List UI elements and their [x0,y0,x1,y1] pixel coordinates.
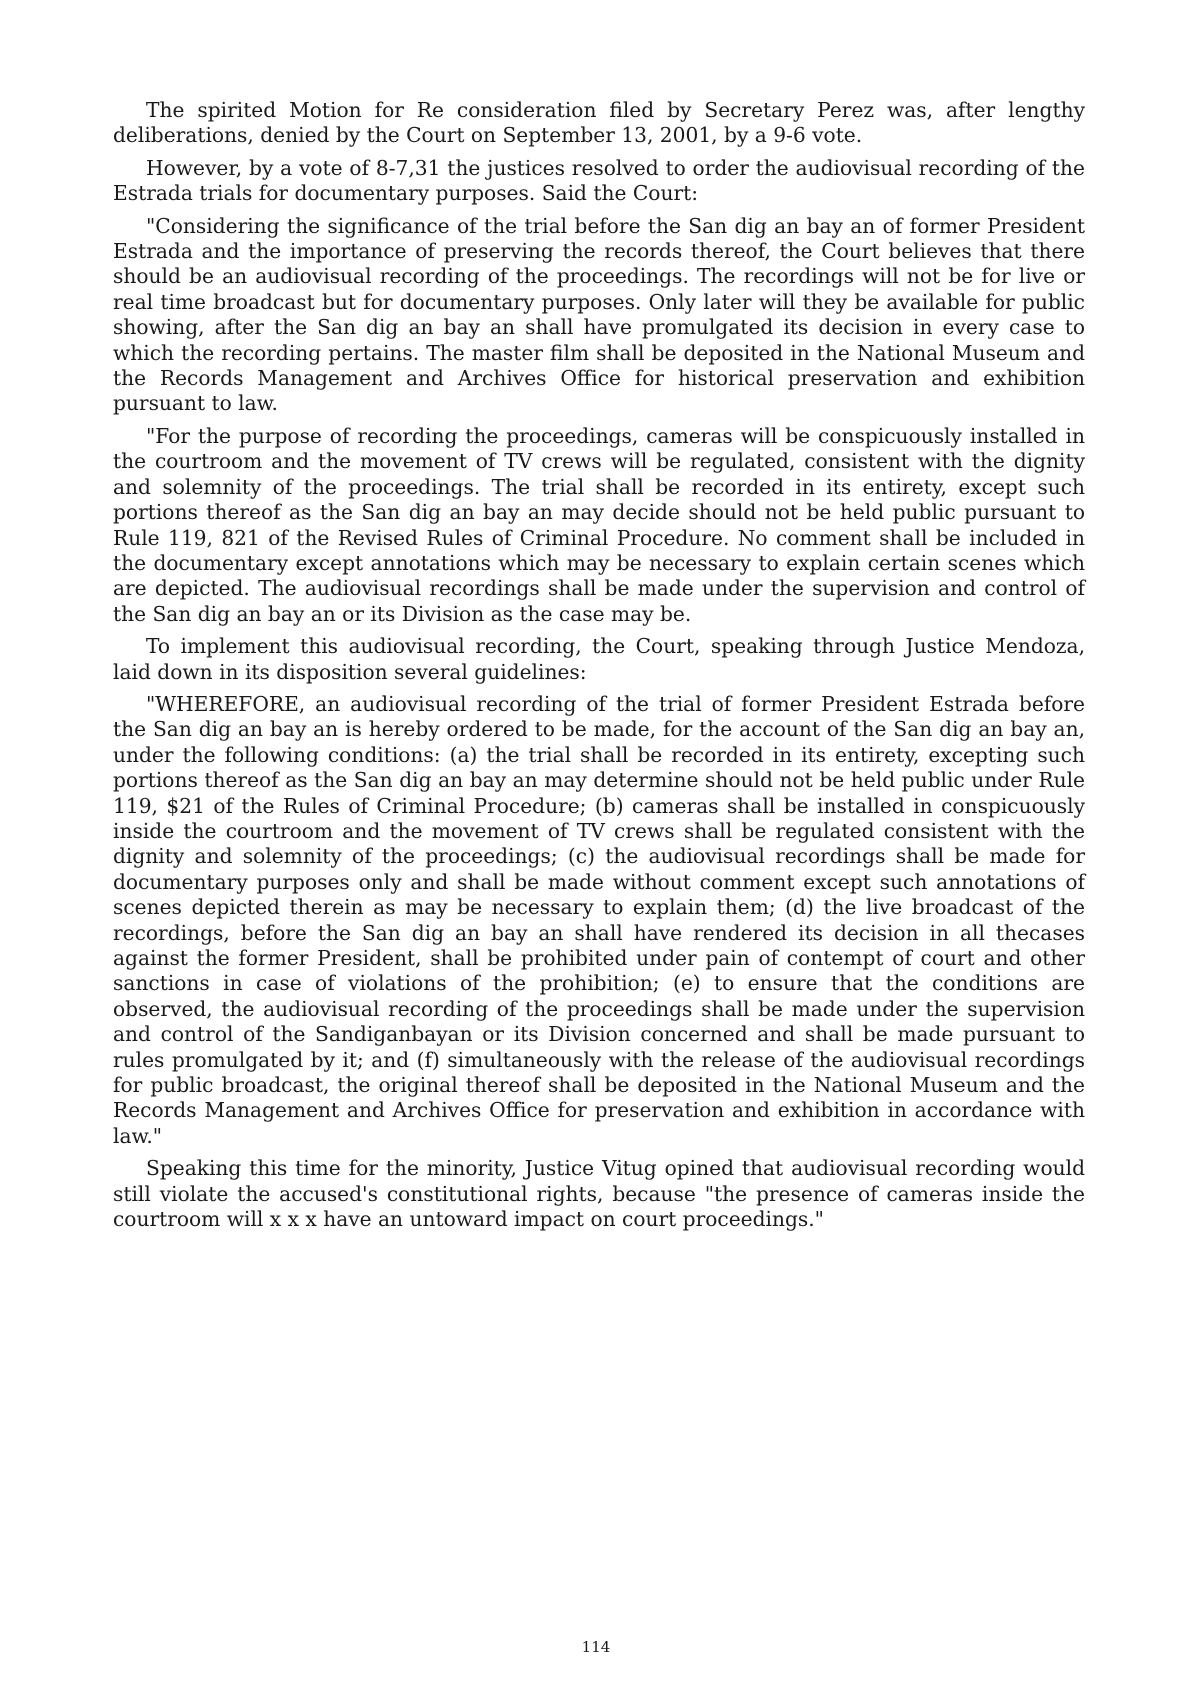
paragraph-minority-opinion: Speaking this time for the minority, Justice Vitug opined that audiovisual recording would still violate the accused's constitutional rights, because "the presence of cameras inside the courtroom will x x x have an untoward impact on court proceedings." [113,1156,1085,1232]
paragraph-vote-order: However, by a vote of 8-7,31 the justices resolved to order the audiovisual recording of the Estrada trials for documentary purposes. Said the Court: [113,155,1085,206]
paragraph-implement-guidelines: To implement this audiovisual recording, the Court, speaking through Justice Mendoza, laid down in its disposition several guidelines: [113,634,1085,684]
document-body [113,98,1085,1239]
paragraph-quote-recording-purpose: "For the purpose of recording the proceedings, cameras will be conspicuously installed in the courtroom and the movement of TV crews will be regulated, consistent with the dignity and solemnity of the proceedings. The trial shall be recorded in its entirety, except such portions thereof as the San dig an bay an may decide should not be held public pursuant to Rule 119, 821 of the Revised Rules of Criminal Procedure. No comment shall be included in the documentary except annotations which may be necessary to explain certain scenes which are depicted. The audiovisual recordings shall be made under the supervision and control of the San dig an bay an or its Division as the case may be. [113,423,1085,626]
page-number: 114 [581,1638,611,1656]
paragraph-quote-significance: "Considering the significance of the trial before the San dig an bay an of former President Estrada and the importance of preserving the records thereof, the Court believes that there should be an audiovisual recording of the proceedings. The recordings will not be for live or real time broadcast but for documentary purposes. Only later will they be available for public showing, after the San dig an bay an shall have promulgated its decision in every case to which the recording pertains. The master film shall be deposited in the National Museum and the Records Management and Archives Office for historical preservation and exhibition pursuant to law. [113,213,1085,416]
paragraph-quote-wherefore: "WHEREFORE, an audiovisual recording of the trial of former President Estrada before the San dig an bay an is hereby ordered to be made, for the account of the San dig an bay an, under the following conditions: (a) the trial shall be recorded in its entirety, excepting such portions thereof as the San dig an bay an may determine should not be held public under Rule 119, $21 of the Rules of Criminal Procedure; (b) cameras shall be installed in conspicuously inside the courtroom and the movement of TV crews shall be regulated consistent with the dignity and solemnity of the proceedings; (c) the audiovisual recordings shall be made for documentary purposes only and shall be made without comment except such annotations of scenes depicted therein as may be necessary to explain them; (d) the live broadcast of the recordings, before the San dig an bay an shall have rendered its decision in all thecases against the former President, shall be prohibited under pain of contempt of court and other sanctions in case of violations of the prohibition; (e) to ensure that the conditions are observed, the audiovisual recording of the proceedings shall be made under the supervision and control of the Sandiganbayan or its Division concerned and shall be made pursuant to rules promulgated by it; and (f) simultaneously with the release of the audiovisual recordings for public broadcast, the original thereof shall be deposited in the National Museum and the Records Management and Archives Office for preservation and exhibition in accordance with law." [113,691,1085,1148]
paragraph-motion-denied: The spirited Motion for Re consideration filed by Secretary Perez was, after lengthy deliberations, denied by the Court on September 13, 2001, by a 9-6 vote. [113,98,1085,148]
